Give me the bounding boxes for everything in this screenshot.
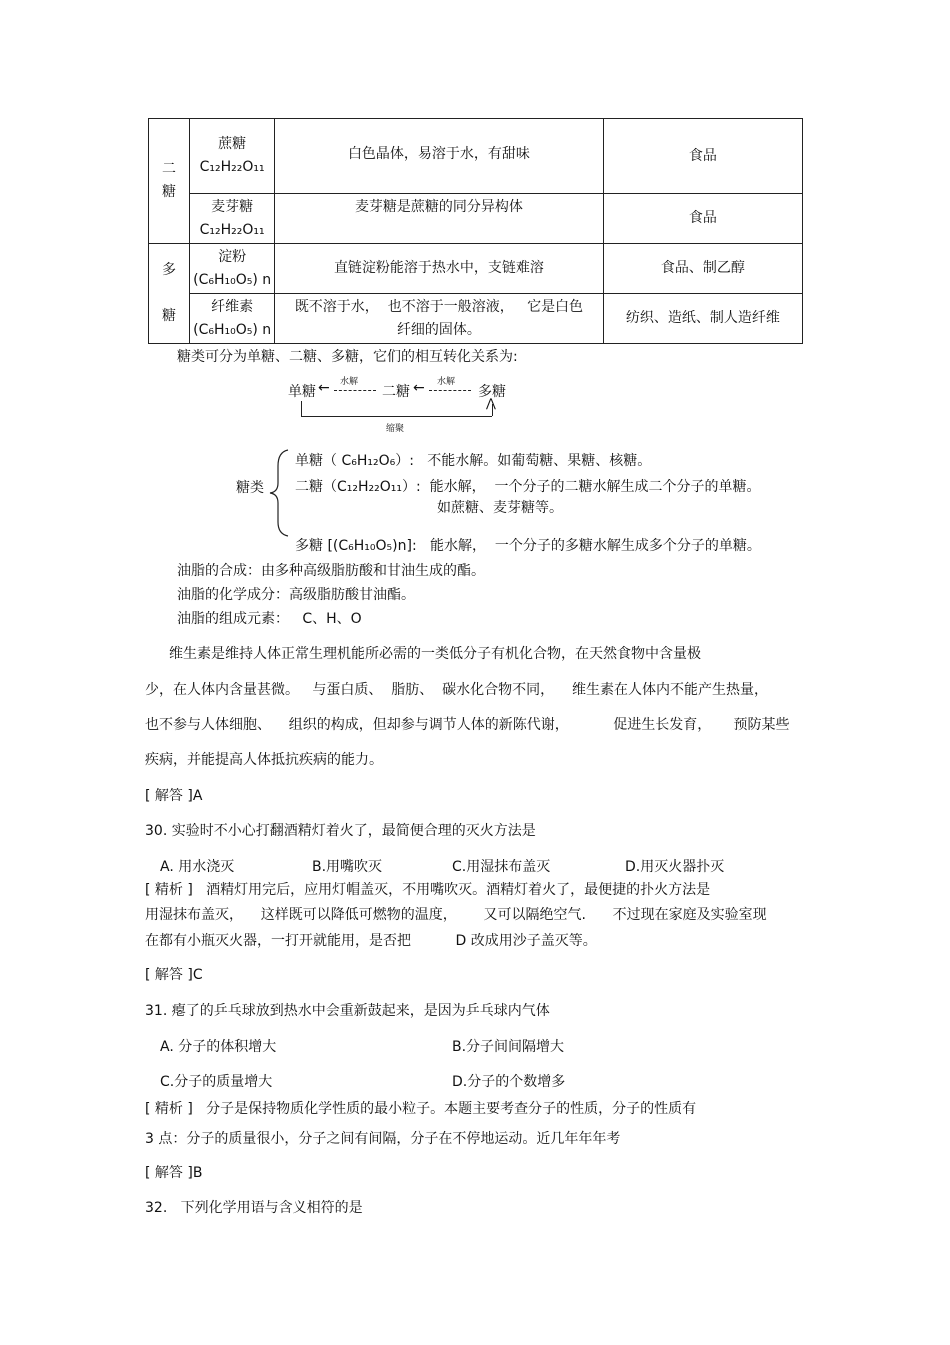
class-poly: 多糖 [(C₆H₁₀O₅)n]: 能水解， 一个分子的多糖水解生成多个分子的单糖。 — [295, 538, 761, 554]
class-mono: 单糖（ C₆H₁₂O₆）: 不能水解。如葡萄糖、果糖、核糖。 — [295, 453, 652, 469]
fat-line: 油脂的合成：由多种高级脂肪酸和甘油生成的酯。 — [177, 563, 485, 579]
property-cell — [275, 294, 604, 344]
table-row — [149, 244, 803, 294]
property-text: 麦芽糖是蔗糖的同分异构体 — [354, 199, 523, 215]
property-cell — [275, 194, 604, 244]
vitamin-line: 也不参与人体细胞、 组织的构成，但却参与调节人体的新陈代谢， 促进生长发育， 预防某些 — [145, 717, 790, 733]
di-label: 二糖 — [382, 384, 410, 400]
q31-answer: [ 解答 ]B — [145, 1165, 203, 1181]
q32-stem: 32. 下列化学用语与含义相符的是 — [145, 1200, 363, 1216]
q30-answer: [ 解答 ]C — [145, 967, 203, 983]
arrow-left-icon: ← — [318, 380, 330, 396]
table-row — [149, 294, 803, 344]
q31-analysis: [ 精析 ] 分子是保持物质化学性质的最小粒子。本题主要考查分子的性质，分子的性质有 — [145, 1101, 697, 1117]
category-disaccharide — [149, 119, 190, 244]
sugar-name-cell — [190, 294, 275, 344]
mono-label: 单糖 — [288, 384, 316, 400]
arrow-left-icon: ← — [413, 380, 425, 396]
poly-label: 多糖 — [478, 384, 506, 400]
vitamin-line: 维生素是维持人体正常生理机能所必需的一类低分子有机化合物，在天然食物中含量极 — [169, 646, 701, 662]
sugar-formula: C₁₂H₂₂O₁₁ — [199, 159, 265, 175]
q31-option-d: D.分子的个数增多 — [452, 1074, 566, 1090]
sugar-class-label: 糖类 — [236, 480, 264, 496]
vitamin-line: 疾病，并能提高人体抵抗疾病的能力。 — [145, 752, 383, 768]
conversion-intro: 糖类可分为单糖、二糖、多糖，它们的相互转化关系为: — [177, 349, 518, 365]
sugar-name-cell — [190, 244, 275, 294]
property-cell — [275, 244, 604, 294]
hydrolysis-label-2: 水解 — [437, 377, 456, 387]
condense-line-bottom — [301, 416, 492, 417]
use-cell — [603, 194, 802, 244]
condense-line-left — [301, 401, 302, 416]
fat-line: 油脂的组成元素： C、H、O — [177, 611, 362, 627]
sugar-formula: (C₆H₁₀O₅) n — [193, 271, 272, 288]
property-text: 直链淀粉能溶于热水中，支链难溶 — [333, 260, 544, 276]
use-text: 食品 — [688, 210, 717, 226]
property-text-cont: 纤细的固体。 — [396, 321, 481, 338]
cat-text: 二 糖 — [162, 161, 177, 200]
use-text: 食品、制乙醇 — [660, 260, 745, 276]
table-row — [149, 119, 803, 194]
q30-analysis: 用湿抹布盖灭， 这样既可以降低可燃物的温度， 又可以隔绝空气. 不过现在家庭及实验室现 — [145, 907, 767, 923]
vitamin-line: 少，在人体内含量甚微。 与蛋白质、 脂肪、 碳水化合物不同， 维生素在人体内不能产生热量， — [145, 682, 768, 698]
sugar-formula: (C₆H₁₀O₅) n — [193, 321, 272, 338]
class-di-cont: 如蔗糖、麦芽糖等。 — [437, 500, 563, 516]
sugar-name: 蔗糖 — [218, 136, 247, 152]
q31-option-b: B.分子间间隔增大 — [452, 1039, 565, 1055]
use-cell — [603, 294, 802, 344]
sugar-table — [148, 118, 803, 344]
q31-stem: 31. 瘪了的乒乓球放到热水中会重新鼓起来，是因为乒乓球内气体 — [145, 1003, 550, 1019]
sugar-formula: C₁₂H₂₂O₁₁ — [199, 221, 265, 238]
arrow-line-2 — [429, 390, 471, 391]
q31-option-a: A. 分子的体积增大 — [160, 1039, 277, 1055]
use-cell — [603, 119, 802, 194]
condense-label: 缩聚 — [386, 424, 405, 434]
q30-option-d: D.用灭火器扑灭 — [625, 859, 725, 875]
q30-option-a: A. 用水浇灭 — [160, 859, 235, 875]
answer-29: [ 解答 ]A — [145, 788, 203, 804]
sugar-name: 纤维素 — [211, 298, 254, 315]
use-cell — [603, 244, 802, 294]
q31-analysis: 3 点：分子的质量很小，分子之间有间隔，分子在不停地运动。近几年年年考 — [145, 1131, 621, 1147]
table-row — [149, 194, 803, 244]
sugar-name: 淀粉 — [218, 248, 247, 265]
q30-analysis: [ 精析 ] 酒精灯用完后，应用灯帽盖灭，不用嘴吹灭。酒精灯着火了，最便捷的扑火方法是 — [145, 882, 711, 898]
sugar-name: 麦芽糖 — [211, 198, 254, 215]
fat-line: 油脂的化学成分：高级脂肪酸甘油酯。 — [177, 587, 415, 603]
q30-analysis: 在都有小瓶灭火器，一打开就能用，是否把 D 改成用沙子盖灭等。 — [145, 933, 597, 949]
q30-option-c: C.用湿抹布盖灭 — [452, 859, 551, 875]
arrow-up-icon: ⋀ — [486, 396, 496, 410]
use-text: 纺织、造纸、制人造纤维 — [625, 310, 780, 326]
property-text: 既不溶于水， 也不溶于一般溶液， 它是白色 — [294, 298, 584, 315]
hydrolysis-label-1: 水解 — [340, 377, 359, 387]
q30-option-b: B.用嘴吹灭 — [312, 859, 383, 875]
use-text: 食品 — [688, 147, 717, 164]
class-di: 二糖（C₁₂H₂₂O₁₁）: 能水解， 一个分子的二糖水解生成二个分子的单糖。 — [295, 479, 761, 495]
category-polysaccharide — [149, 244, 190, 344]
property-cell — [275, 119, 604, 194]
property-text: 白色晶体，易溶于水，有甜味 — [347, 146, 530, 162]
brace-icon — [268, 448, 292, 538]
q30-stem: 30. 实验时不小心打翻酒精灯着火了，最简便合理的灭火方法是 — [145, 823, 536, 839]
sugar-name-cell — [190, 194, 275, 244]
cat-text: 多 糖 — [162, 262, 177, 324]
q31-option-c: C.分子的质量增大 — [160, 1074, 273, 1090]
arrow-line-1 — [334, 390, 376, 391]
sugar-name-cell — [190, 119, 275, 194]
